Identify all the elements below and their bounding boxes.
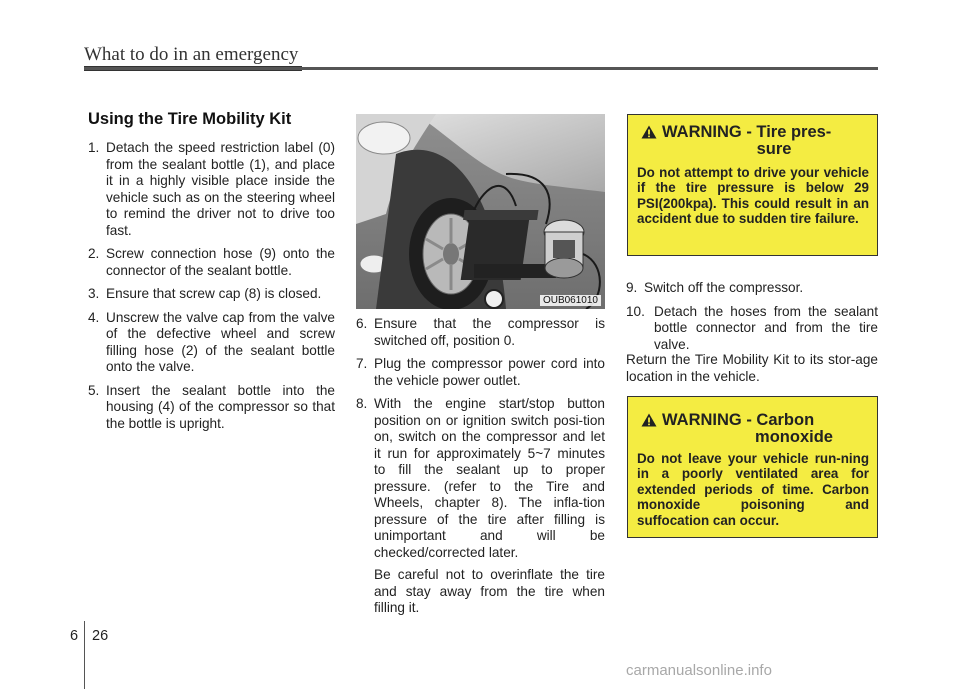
warning-title-line2: sure (756, 140, 792, 158)
step-number: 8. (356, 396, 368, 411)
step-text-block (356, 396, 605, 617)
step-item (88, 286, 335, 303)
step-item (88, 140, 335, 239)
step-item (356, 396, 605, 617)
step-item (88, 310, 335, 376)
step-text: Screw connection hose (9) onto the connector of the sealant bottle. (106, 246, 335, 278)
step-number: 5. (88, 382, 100, 398)
chapter-number: 6 (70, 628, 79, 644)
step-text: Detach the speed restriction label (0) from the sealant bottle (1), and place it in a highly visible place inside the vehicle such as on the steering wheel to remind the driver not to drive too fast. (106, 140, 335, 238)
footer-rule (84, 621, 85, 689)
step-number: 4. (88, 309, 100, 325)
warning-triangle-icon (641, 125, 657, 139)
step-text: Ensure that the compressor is switched off, position 0. (374, 316, 605, 348)
step-item (88, 383, 335, 433)
step-item (88, 246, 335, 279)
step-number: 7. (356, 356, 368, 371)
warning-title-line1: WARNING - Carbon (662, 411, 815, 429)
step-text: Switch off the compressor. (644, 280, 804, 295)
warning-body: Do not leave your vehicle run-ning in a poorly ventilated area for extended periods of time. Carbon monoxide poisoning and suffocation can occur. (637, 451, 869, 528)
watermark-text: carmanualsonline.info (626, 662, 772, 679)
tire-mobility-kit-photo (356, 114, 605, 309)
warning-triangle-icon (641, 413, 657, 427)
step-item (626, 280, 878, 297)
step-number: 3. (88, 286, 100, 301)
step-text: Unscrew the valve cap from the valve of the defective wheel and screw filling hose (2) of the sealant bottle onto the valve. (106, 309, 335, 374)
steps-list-col2 (356, 316, 605, 624)
step-caution-text: Be careful not to overinflate the tire and stay away from the tire when filling it. (374, 567, 605, 615)
warning-title-line2: monoxide (755, 428, 833, 446)
step-text: With the engine start/stop button position on or ignition switch posi-tion on, switch on the compressor and let it run for approximately 5~7 minutes to fill the sealant up to proper pressure. (refer to the Tire and Wheels, chapter 8). The infla-tion pressure of the tire after filling is unimportant and will be checked/corrected later. (374, 396, 605, 560)
step-item (356, 316, 605, 349)
return-instruction: Return the Tire Mobility Kit to its stor-age location in the vehicle. (626, 352, 878, 384)
step-text: Ensure that screw cap (8) is closed. (106, 286, 322, 301)
warning-body: Do not attempt to drive your vehicle if the tire pressure is below 29 PSI(200kpa). This could result in an accident due to sudden tire failure. (637, 165, 869, 227)
step-number: 1. (88, 140, 100, 155)
step-text: Plug the compressor power cord into the vehicle power outlet. (374, 356, 605, 388)
step-item (356, 356, 605, 389)
step-number: 2. (88, 246, 100, 261)
warning-title-line1: WARNING - Tire pres- (662, 123, 832, 141)
page-number: 26 (92, 628, 109, 644)
step-item (626, 304, 878, 354)
step-number: 10. (626, 303, 645, 319)
warning-box-carbon-monoxide (627, 396, 878, 538)
section-title: Using the Tire Mobility Kit (88, 110, 292, 128)
step-number: 9. (626, 280, 638, 295)
page-header-title: What to do in an emergency (84, 44, 299, 65)
step-text: Insert the sealant bottle into the housing (4) of the compressor so that the bottle is upright. (106, 382, 335, 431)
tire-compressor-illustration (356, 114, 605, 309)
step-text: Detach the hoses from the sealant bottle connector and from the tire valve. (654, 303, 878, 352)
header-rule (84, 67, 878, 70)
steps-list-col1 (88, 140, 335, 439)
warning-box-tire-pressure (627, 114, 878, 256)
step-number: 6. (356, 316, 368, 331)
image-code: OUB061010 (540, 295, 601, 306)
steps-list-col3 (626, 280, 878, 360)
